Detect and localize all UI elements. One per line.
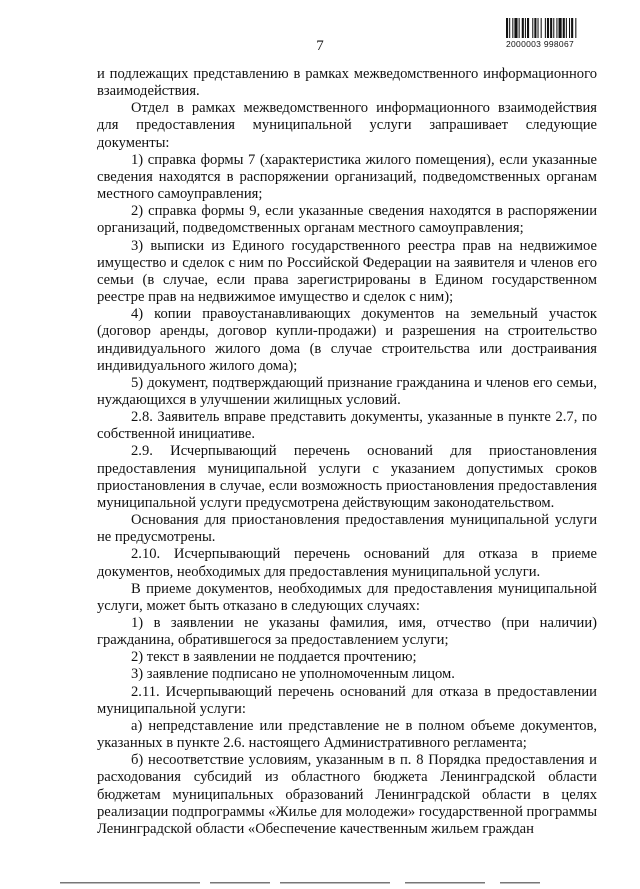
paragraph: 1) справка формы 7 (характеристика жилого помещения), если указанные сведения находятся в распоряжении организаций, подведомственных органам местного самоуправления; bbox=[97, 151, 597, 203]
barcode-bars bbox=[506, 18, 598, 38]
paragraph: 2.8. Заявитель вправе представить документы, указанные в пункте 2.7, по собственной инициативе. bbox=[97, 409, 597, 443]
paragraph: 1) в заявлении не указаны фамилия, имя, отчество (при наличии) гражданина, обратившегося за предоставлением услуги; bbox=[97, 615, 597, 649]
paragraph: 2) текст в заявлении не поддается прочтению; bbox=[131, 649, 417, 666]
paragraph: В приеме документов, необходимых для предоставления муниципальной услуги, может быть отказано в следующих случаях: bbox=[97, 580, 597, 614]
paragraph: б) несоответствие условиям, указанным в п. 8 Порядка предоставления и расходования субсидий из областного бюджета Ленинградской области бюджетам муниципальных образований Ленинградской области в целях реализации подпрограммы «Жилье для молодежи» государственной программы Ленинградской области «Обеспечение качественным жильем граждан bbox=[97, 752, 597, 837]
paragraph: 3) заявление подписано не уполномоченным лицом. bbox=[131, 666, 455, 683]
paragraph: 5) документ, подтверждающий признание гражданина и членов его семьи, нуждающихся в улучшении жилищных условий. bbox=[97, 374, 597, 408]
paragraph: 4) копии правоустанавливающих документов на земельный участок (договор аренды, договор купли-продажи) и разрешения на строительство индивидуального жилого дома (в случае строительства или достраивания индивидуального жилого дома); bbox=[97, 306, 597, 374]
page-number: 7 bbox=[316, 38, 324, 54]
paragraph: а) непредставление или представление не в полном объеме документов, указанных в пункте 2.6. настоящего Административного регламента; bbox=[97, 717, 597, 752]
paragraph: Отдел в рамках межведомственного информационного взаимодействия для предоставления муниципальной услуги запрашивает следующие документы: bbox=[97, 100, 597, 151]
paragraph: 2.11. Исчерпывающий перечень оснований для отказа в предоставлении муниципальной услуги: bbox=[97, 683, 597, 717]
document-body bbox=[97, 66, 597, 838]
paragraph: 2) справка формы 9, если указанные сведения находятся в распоряжении организаций, подведомственных органам местного самоуправления; bbox=[97, 203, 597, 237]
barcode-number: 2000003 998067 bbox=[506, 39, 575, 49]
paragraph: 2.10. Исчерпывающий перечень оснований для отказа в приеме документов, необходимых для предоставления муниципальной услуги. bbox=[97, 546, 597, 580]
scan-edge-artifact bbox=[60, 880, 580, 886]
paragraph: и подлежащих представлению в рамках межведомственного информационного взаимодействия. bbox=[97, 66, 597, 100]
paragraph: 2.9. Исчерпывающий перечень оснований для приостановления предоставления муниципальной услуги с указанием допустимых сроков приостановления в случае, если возможность приостановления предоставления муниципальной услуги предусмотрена действующим законодательством. bbox=[97, 443, 597, 511]
paragraph: Основания для приостановления предоставления муниципальной услуги не предусмотрены. bbox=[97, 512, 597, 546]
paragraph: 3) выписки из Единого государственного реестра прав на недвижимое имущество и сделок с ним по Российской Федерации на заявителя и членов его семьи (в случае, если права зарегистрированы в Едином государственном реестре прав на недвижимое имущество и сделок с ним); bbox=[97, 237, 597, 306]
barcode bbox=[506, 18, 598, 49]
